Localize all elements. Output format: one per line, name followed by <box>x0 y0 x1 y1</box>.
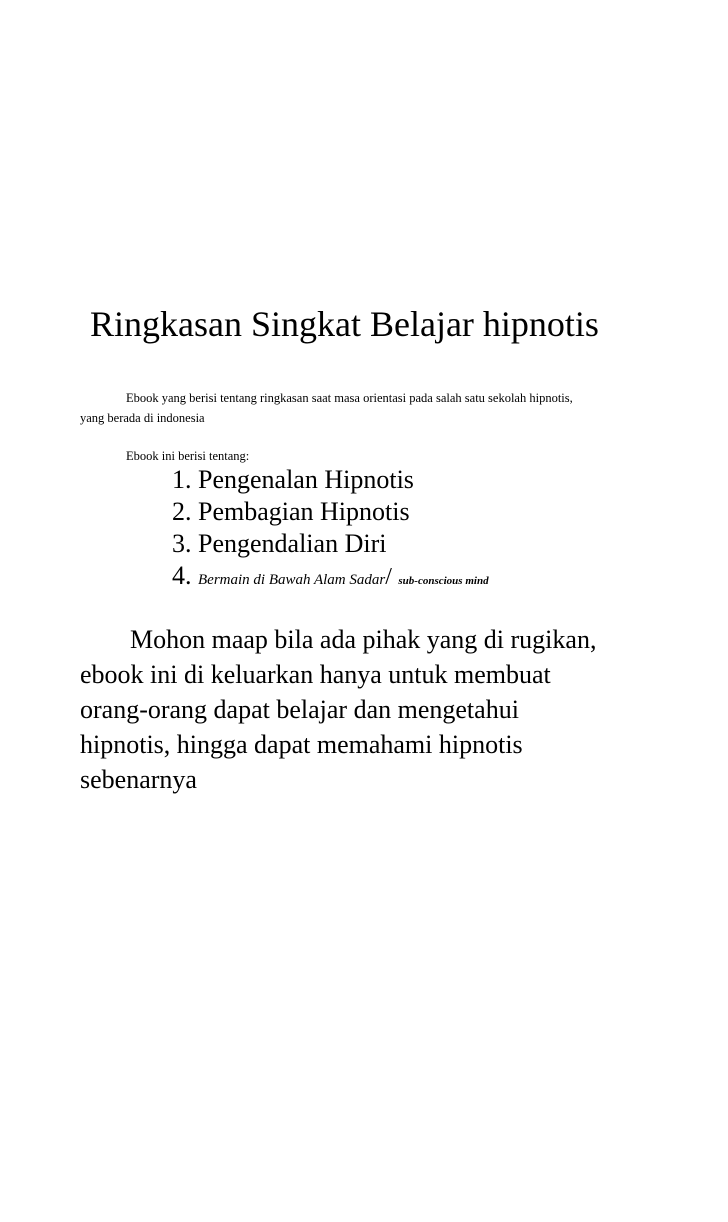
toc-item <box>172 560 489 597</box>
intro-line: yang berada di indonesia <box>80 411 205 425</box>
toc-number: 4. <box>172 561 192 590</box>
intro-paragraph <box>80 388 680 428</box>
closing-line: sebenarnya <box>80 765 197 794</box>
closing-paragraph <box>80 622 660 797</box>
toc-subtext: sub-conscious mind <box>398 575 489 587</box>
table-of-contents <box>172 464 489 597</box>
toc-item <box>172 464 489 496</box>
toc-text: Bermain di Bawah Alam Sadar <box>198 572 386 588</box>
toc-number: 3. <box>172 529 192 558</box>
toc-item <box>172 496 489 528</box>
closing-line: Mohon maap bila ada pihak yang di rugikan, <box>130 625 597 654</box>
toc-text: Pengendalian Diri <box>198 529 387 558</box>
intro-line: Ebook yang berisi tentang ringkasan saat masa orientasi pada salah satu sekolah hipnotis, <box>126 391 573 405</box>
toc-number: 1. <box>172 465 192 494</box>
closing-line: ebook ini di keluarkan hanya untuk membuat <box>80 660 551 689</box>
toc-text: Pengenalan Hipnotis <box>198 465 414 494</box>
toc-text: Pembagian Hipnotis <box>198 497 410 526</box>
closing-line: orang-orang dapat belajar dan mengetahui <box>80 695 519 724</box>
toc-number: 2. <box>172 497 192 526</box>
toc-separator: / <box>385 564 392 590</box>
toc-item <box>172 528 489 560</box>
document-title: Ringkasan Singkat Belajar hipnotis <box>90 304 599 344</box>
contents-label: Ebook ini berisi tentang: <box>126 449 250 463</box>
closing-line: hipnotis, hingga dapat memahami hipnotis <box>80 730 523 759</box>
